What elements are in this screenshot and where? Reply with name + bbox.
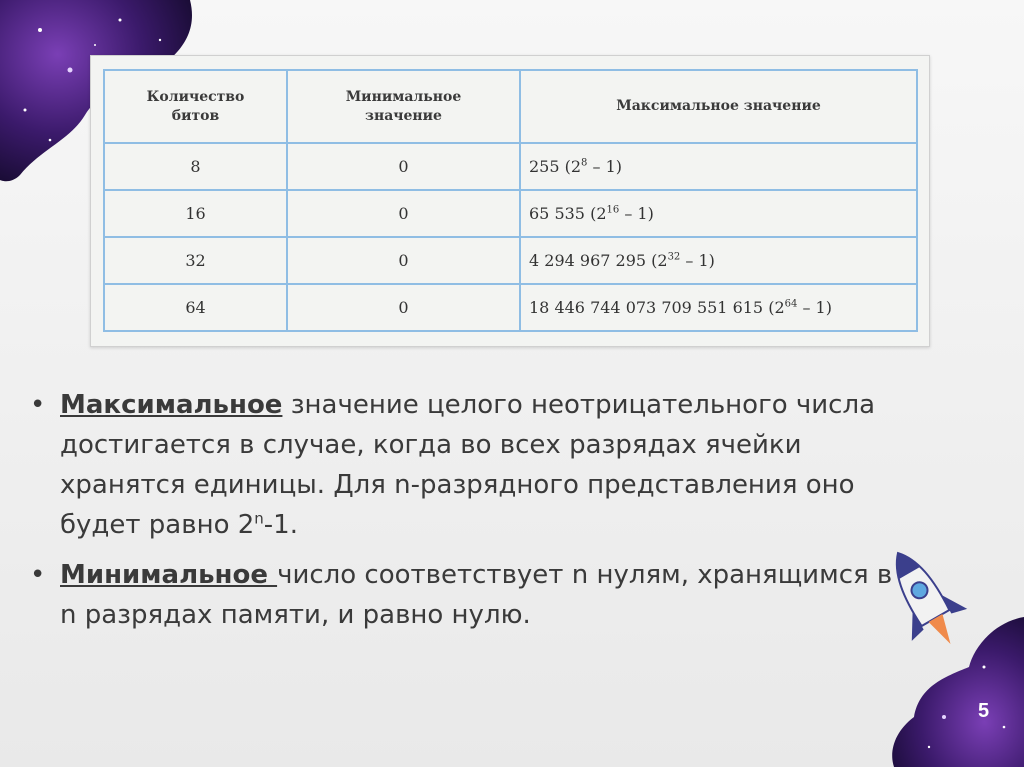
cell-bits: 16	[104, 190, 287, 237]
bullet-dot: •	[30, 390, 46, 420]
cell-bits: 32	[104, 237, 287, 284]
page-number: 5	[978, 700, 990, 722]
header-min: Минимальное значение	[287, 70, 520, 143]
cell-min: 0	[287, 190, 520, 237]
cell-bits: 64	[104, 284, 287, 331]
cell-max: 18 446 744 073 709 551 615 $(2^{64} - 1)$	[520, 284, 917, 331]
cell-min: 0	[287, 237, 520, 284]
cell-max: 255 $(2^8 - 1)$	[520, 143, 917, 190]
term-min: Минимальное	[60, 560, 278, 590]
cell-max: 4 294 967 295 $(2^{32} - 1)$	[520, 237, 917, 284]
bullet-max: • Максимальное значение целого неотрицательного числа достигается в случае, когда во всех разрядах ячейки хранятся единицы. Для n-разрядного представления оно будет равно 2$^n$-1.	[30, 385, 910, 545]
bits-range-table	[103, 69, 918, 332]
cell-min: 0	[287, 284, 520, 331]
table-row	[104, 190, 917, 237]
table-header-row	[104, 70, 917, 143]
bullet-min: • Минимальное число соответствует n нулям, хранящимся в n разрядах памяти, и равно нулю.	[30, 555, 910, 635]
table-row	[104, 237, 917, 284]
cell-min: 0	[287, 143, 520, 190]
bullet-dot: •	[30, 560, 46, 590]
explanation-text	[30, 385, 910, 645]
cell-max: 65 535 $(2^{16} - 1)$	[520, 190, 917, 237]
table-image-frame	[90, 55, 930, 347]
cell-bits: 8	[104, 143, 287, 190]
header-max: Максимальное значение	[520, 70, 917, 143]
term-max: Максимальное	[60, 390, 283, 420]
header-bits: Количество битов	[104, 70, 287, 143]
table-row	[104, 284, 917, 331]
table-row	[104, 143, 917, 190]
